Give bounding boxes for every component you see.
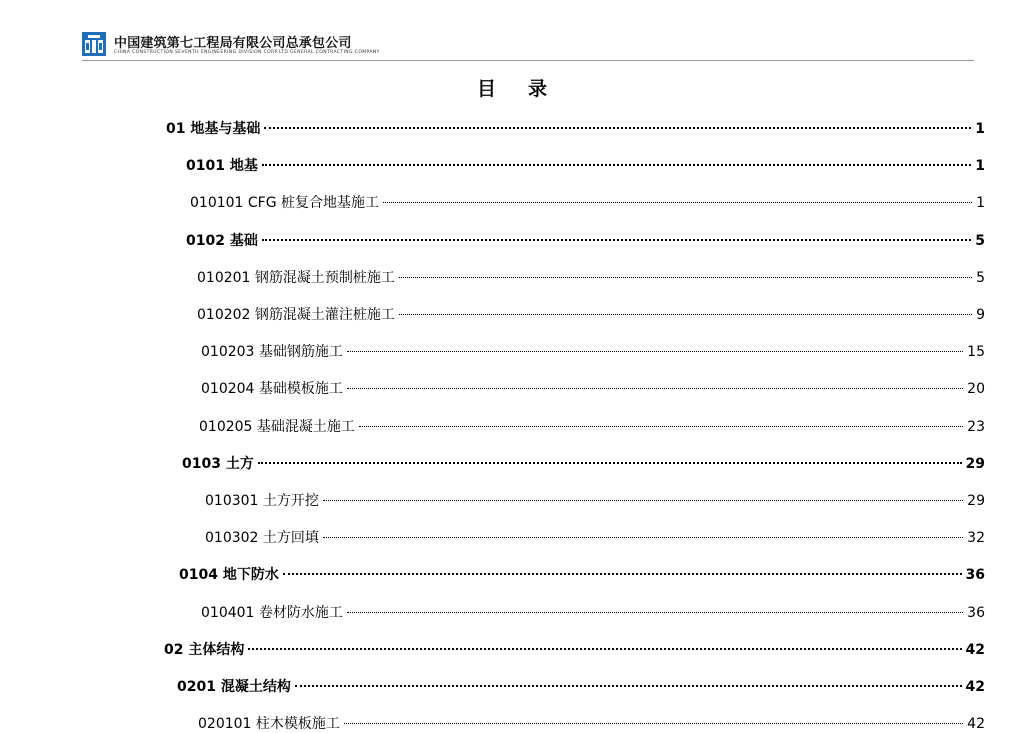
- dot-leader: [323, 500, 963, 501]
- toc-entry[interactable]: [205, 527, 985, 547]
- toc-entry-page-number: 5: [975, 232, 985, 249]
- toc-entry[interactable]: [164, 639, 985, 659]
- toc-entry-label: 010205 基础混凝土施工: [199, 418, 355, 435]
- toc-entry-page-number: 9: [976, 307, 985, 323]
- toc-entry-label: 010202 钢筋混凝土灌注桩施工: [197, 307, 395, 323]
- toc-entry-page-number: 42: [965, 679, 985, 695]
- toc-entry-label: 010201 钢筋混凝土预制桩施工: [197, 269, 395, 286]
- toc-entry[interactable]: [177, 676, 985, 696]
- toc-entry-label: 0102 基础: [186, 232, 258, 249]
- dot-leader: [347, 388, 963, 389]
- toc-entry-label: 0201 混凝土结构: [177, 679, 291, 695]
- toc-entry-page-number: 1: [975, 121, 985, 137]
- page-title: 目录: [476, 78, 579, 100]
- toc-entry-page-number: 29: [965, 455, 985, 472]
- toc-entry-page-number: 42: [967, 716, 985, 733]
- toc-entry[interactable]: [182, 453, 985, 473]
- toc-entry[interactable]: [186, 230, 985, 250]
- toc-entry[interactable]: [186, 155, 985, 175]
- toc-entry[interactable]: [197, 267, 985, 287]
- dot-leader: [258, 462, 962, 464]
- toc-entry[interactable]: [201, 602, 985, 622]
- toc-entry-page-number: 5: [976, 269, 985, 286]
- toc-entry[interactable]: [198, 713, 985, 733]
- dot-leader: [359, 426, 963, 427]
- toc-entry-page-number: 1: [976, 195, 985, 212]
- toc-entry-page-number: 36: [965, 567, 985, 584]
- toc-entry[interactable]: [205, 490, 985, 510]
- toc-entry[interactable]: [201, 341, 985, 361]
- toc-entry[interactable]: [197, 304, 985, 324]
- company-name: 中国建筑第七工程局有限公司总承包公司: [114, 36, 352, 51]
- toc-entry[interactable]: [201, 378, 985, 398]
- toc-entry-label: 010101 CFG 桩复合地基施工: [190, 195, 380, 212]
- dot-leader: [399, 277, 972, 278]
- toc-entry-label: 020101 柱木模板施工: [198, 716, 340, 733]
- toc-entry-label: 010401 卷材防水施工: [201, 604, 343, 621]
- dot-leader: [347, 351, 963, 352]
- dot-leader: [399, 314, 972, 315]
- dot-leader: [262, 164, 971, 166]
- toc-entry-page-number: 29: [967, 493, 985, 509]
- dot-leader: [383, 202, 972, 203]
- dot-leader: [264, 127, 971, 129]
- toc-entry-label: 0103 土方: [182, 455, 254, 472]
- toc-entry-label: 010203 基础钢筋施工: [201, 344, 343, 361]
- toc-entry-page-number: 1: [975, 158, 985, 175]
- toc-entry-label: 010302 土方回填: [205, 530, 319, 547]
- toc-entry[interactable]: [179, 564, 985, 584]
- toc-entry-label: 010204 基础模板施工: [201, 381, 343, 398]
- toc-entry[interactable]: [190, 192, 985, 212]
- toc-entry[interactable]: [199, 416, 985, 436]
- toc-entry[interactable]: [166, 118, 985, 138]
- dot-leader: [347, 612, 963, 613]
- toc-entry-label: 0104 地下防水: [179, 567, 279, 584]
- dot-leader: [295, 685, 962, 687]
- toc-entry-page-number: 20: [967, 381, 985, 398]
- company-name-english: CHINA CONSTRUCTION SEVENTH ENGINEERING DIVISION CORP.LTD.GENERAL CONTRACTING COMPANY: [114, 50, 380, 55]
- dot-leader: [248, 648, 961, 650]
- toc-entry-page-number: 15: [967, 344, 985, 361]
- toc-entry-label: 0101 地基: [186, 158, 258, 175]
- toc-entry-page-number: 32: [967, 530, 985, 547]
- dot-leader: [262, 239, 971, 241]
- toc-entry-page-number: 42: [965, 641, 985, 658]
- toc-entry-page-number: 23: [967, 418, 985, 435]
- toc-entry-label: 010301 土方开挖: [205, 493, 319, 509]
- dot-leader: [283, 573, 962, 575]
- dot-leader: [323, 537, 963, 538]
- toc-entry-label: 01 地基与基础: [166, 121, 261, 137]
- toc-entry-label: 02 主体结构: [164, 641, 245, 658]
- toc-entry-page-number: 36: [967, 604, 985, 621]
